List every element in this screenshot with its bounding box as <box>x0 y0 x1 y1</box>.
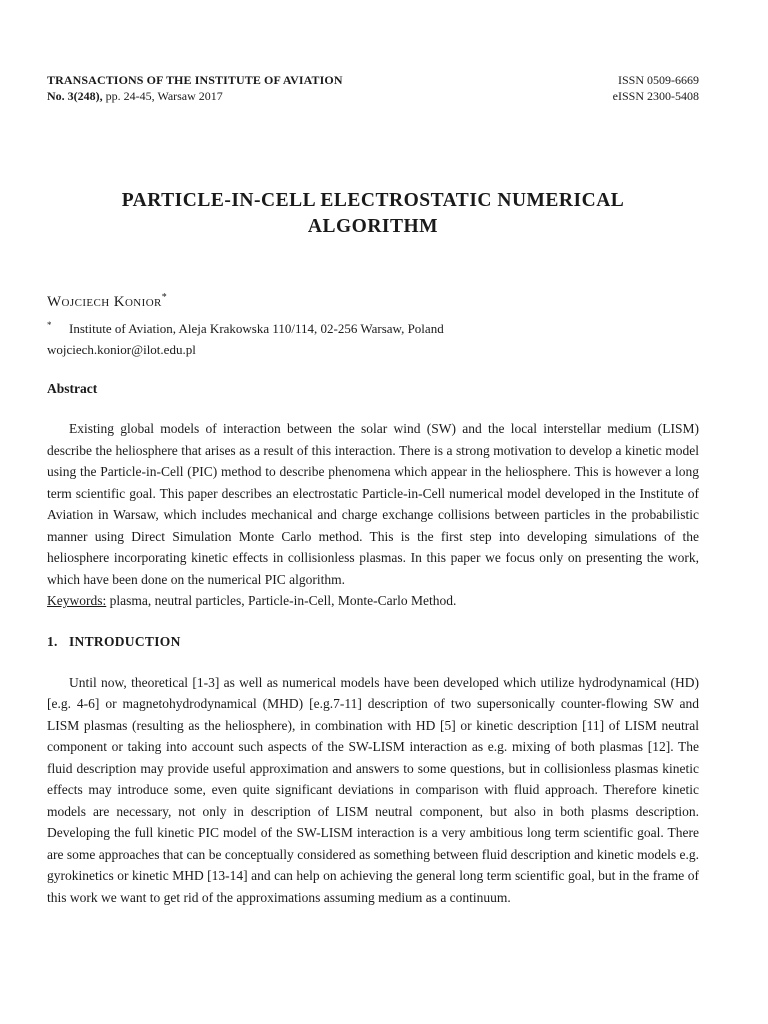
issue-line <box>47 88 343 104</box>
issn-info <box>613 72 699 104</box>
issue-pages: pp. 24-45, Warsaw 2017 <box>102 89 223 103</box>
affiliation-text: Institute of Aviation, Aleja Krakowska 110/114, 02-256 Warsaw, Poland <box>69 321 444 336</box>
journal-name: TRANSACTIONS OF THE INSTITUTE OF AVIATION <box>47 73 343 87</box>
author <box>47 292 699 311</box>
issn: ISSN 0509-6669 <box>617 73 699 87</box>
author-name: Wojciech Konior <box>47 294 162 310</box>
section-title: INTRODUCTION <box>69 633 181 649</box>
affiliation <box>47 319 699 339</box>
keywords-list: plasma, neutral particles, Particle-in-Cell, Monte-Carlo Method. <box>106 593 457 608</box>
keywords-label: Keywords: <box>47 593 107 608</box>
keywords <box>47 590 699 612</box>
section-heading <box>47 634 699 650</box>
paper-page <box>47 72 699 908</box>
affiliation-mark: * <box>47 320 52 330</box>
abstract-text: Existing global models of interaction between the solar wind (SW) and the local interstellar medium (LISM) describe the heliosphere that arises as a result of this interaction. There is a strong motivation to develop a kinetic model using the Particle-in-Cell (PIC) method to describe phenomena which appear in the heliosphere. This is however a long term scientific goal. This paper describes an electrostatic Particle-in-Cell numerical model developed in the Institute of Aviation in Warsaw, which includes mechanical and charge exchange collisions between particles in the probabilistic manner using Direct Simulation Monte Carlo method. This is the first step into developing simulations of the heliosphere incorporating kinetic effects in collisionless plasmas. In this paper we focus only on presenting the work, which have been done on the numerical PIC algorithm. <box>47 421 699 587</box>
author-mark: * <box>161 292 168 303</box>
eissn: eISSN 2300-5408 <box>612 89 699 103</box>
section-number: 1. <box>47 633 58 649</box>
issue-number: No. 3(248), <box>47 89 103 103</box>
abstract-heading: Abstract <box>47 381 98 396</box>
journal-info <box>47 72 343 104</box>
journal-header <box>47 72 699 104</box>
introduction-text: Until now, theoretical [1-3] as well as numerical models have been developed which utilize hydrodynamical (HD) [e.g. 4-6] or magnetohydrodynamical (MHD) [e.g.7-11] description of two supersonically counter-flowing SW and LISM plasmas (resulting as the heliosphere), in combination with HD [5] or kinetic description [11] of LISM neutral component or taking into account such aspects of the SW-LISM interaction as e.g. mixing of both plasmas [12]. The fluid description may provide useful approximation and answers to some questions, but in collisionless plasmas kinetic effects may introduce some, even quite significant deviations in comparison with fluid approach. Therefore kinetic models are necessary, not only in description of LISM neutral component, but also in both plasms description. Developing the full kinetic PIC model of the SW-LISM interaction is a very ambitious long term scientific goal. There are some approaches that can be conceptually considered as something between fluid description and kinetic models e.g. gyrokinetics or kinetic MHD [13-14] and can help on achieving the general long term scientific goal, but in the frame of this work we want to get rid of the approximations assuming medium as a continuum. <box>47 674 699 905</box>
author-email[interactable]: wojciech.konior@ilot.edu.pl <box>47 342 196 357</box>
paper-title: PARTICLE-IN-CELL ELECTROSTATIC NUMERICAL ALGORITHM <box>121 190 625 237</box>
